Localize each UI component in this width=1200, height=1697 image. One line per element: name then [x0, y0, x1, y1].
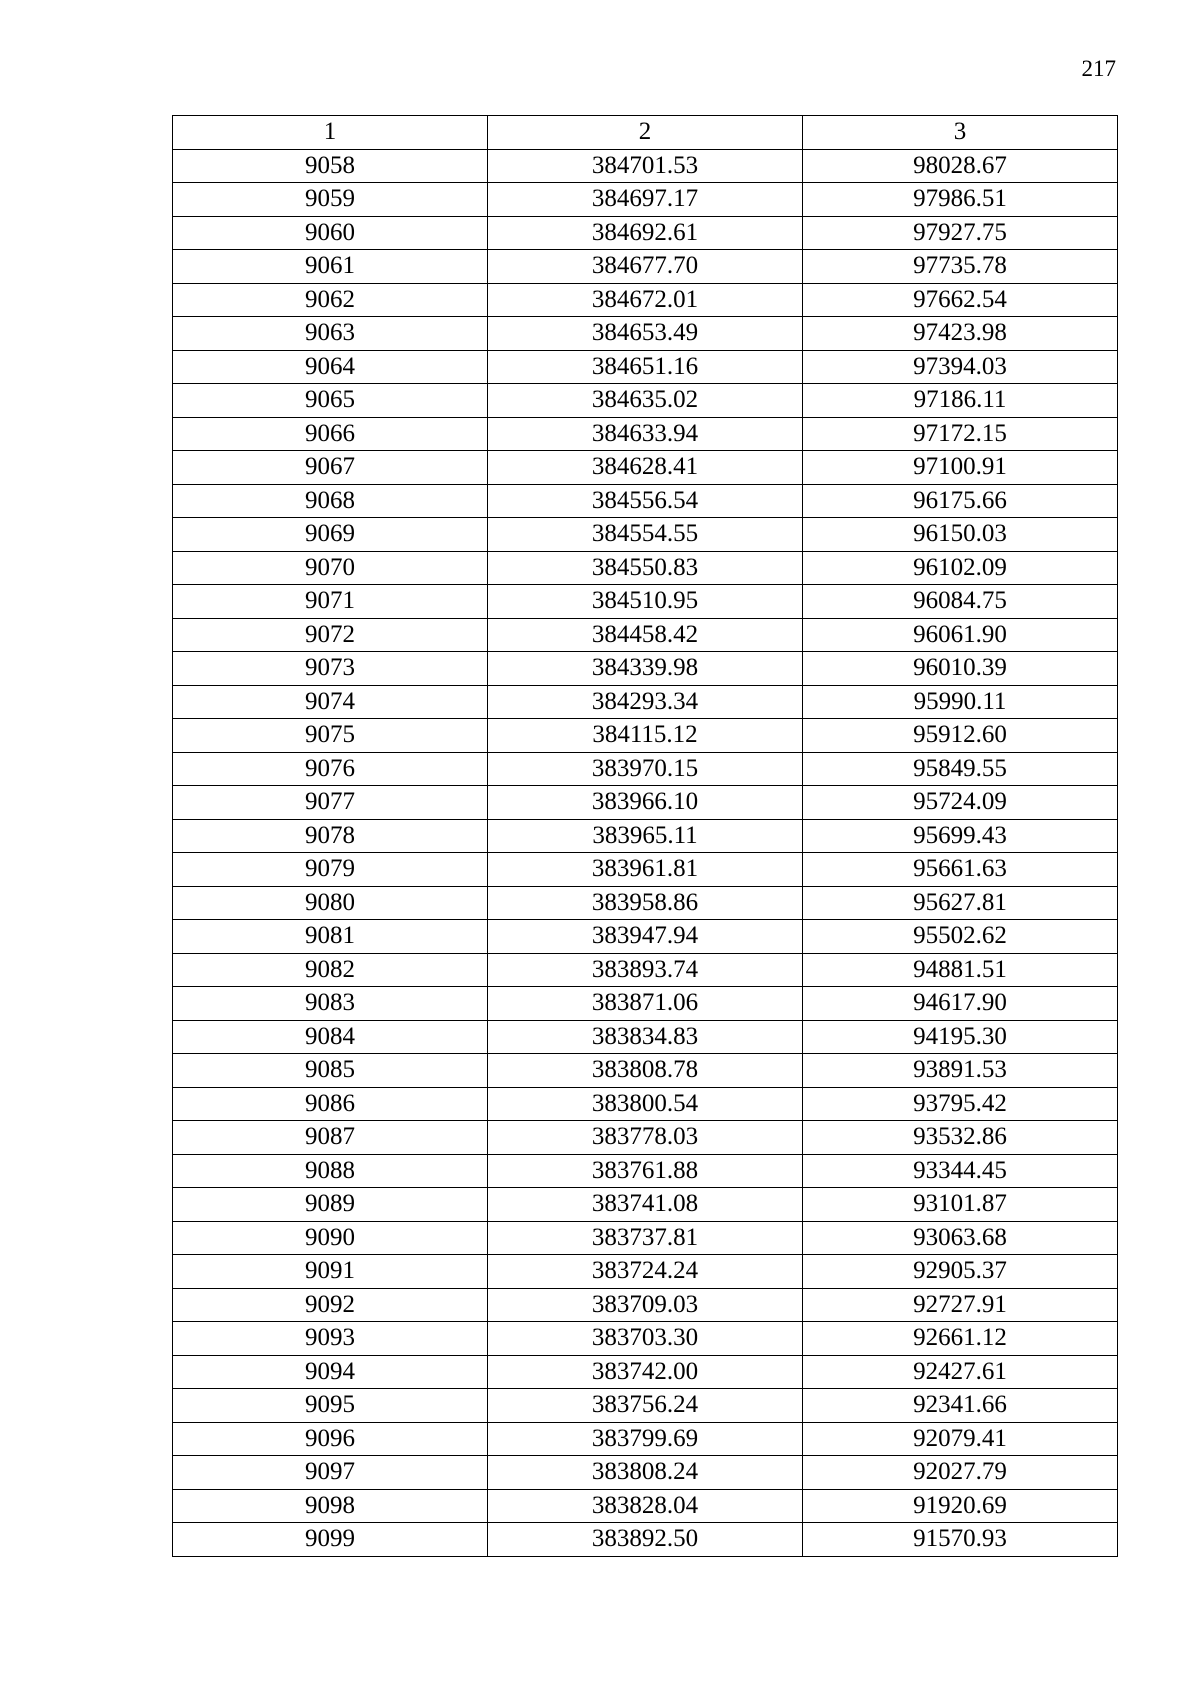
table-row: [173, 317, 1118, 351]
y-coordinate-cell: 97186.11: [803, 384, 1118, 418]
point-number-cell: 9060: [173, 216, 488, 250]
x-coordinate-cell: 383800.54: [488, 1087, 803, 1121]
y-coordinate-cell: 97423.98: [803, 317, 1118, 351]
table-row: [173, 1322, 1118, 1356]
table-row: [173, 451, 1118, 485]
y-coordinate-cell: 97394.03: [803, 350, 1118, 384]
y-coordinate-cell: 98028.67: [803, 149, 1118, 183]
point-number-cell: 9075: [173, 719, 488, 753]
point-number-cell: 9092: [173, 1288, 488, 1322]
point-number-cell: 9095: [173, 1389, 488, 1423]
point-number-cell: 9078: [173, 819, 488, 853]
point-number-cell: 9090: [173, 1221, 488, 1255]
y-coordinate-cell: 97100.91: [803, 451, 1118, 485]
table-row: [173, 1054, 1118, 1088]
y-coordinate-cell: 97735.78: [803, 250, 1118, 284]
x-coordinate-cell: 383756.24: [488, 1389, 803, 1423]
point-number-cell: 9059: [173, 183, 488, 217]
y-coordinate-cell: 93891.53: [803, 1054, 1118, 1088]
x-coordinate-cell: 383742.00: [488, 1355, 803, 1389]
table-row: [173, 1288, 1118, 1322]
x-coordinate-cell: 383709.03: [488, 1288, 803, 1322]
y-coordinate-cell: 93795.42: [803, 1087, 1118, 1121]
point-number-cell: 9096: [173, 1422, 488, 1456]
point-number-cell: 9065: [173, 384, 488, 418]
table-row: [173, 886, 1118, 920]
x-coordinate-cell: 384628.41: [488, 451, 803, 485]
point-number-cell: 9064: [173, 350, 488, 384]
table-row: [173, 551, 1118, 585]
x-coordinate-cell: 384677.70: [488, 250, 803, 284]
point-number-cell: 9084: [173, 1020, 488, 1054]
table-row: [173, 719, 1118, 753]
y-coordinate-cell: 95699.43: [803, 819, 1118, 853]
y-coordinate-cell: 96061.90: [803, 618, 1118, 652]
point-number-cell: 9074: [173, 685, 488, 719]
y-coordinate-cell: 91570.93: [803, 1523, 1118, 1557]
y-coordinate-cell: 97662.54: [803, 283, 1118, 317]
x-coordinate-cell: 384653.49: [488, 317, 803, 351]
point-number-cell: 9077: [173, 786, 488, 820]
x-coordinate-cell: 384633.94: [488, 417, 803, 451]
x-coordinate-cell: 383958.86: [488, 886, 803, 920]
y-coordinate-cell: 93101.87: [803, 1188, 1118, 1222]
y-coordinate-cell: 94617.90: [803, 987, 1118, 1021]
x-coordinate-cell: 384651.16: [488, 350, 803, 384]
y-coordinate-cell: 95849.55: [803, 752, 1118, 786]
table-row: [173, 953, 1118, 987]
x-coordinate-cell: 384692.61: [488, 216, 803, 250]
table-row: [173, 1020, 1118, 1054]
x-coordinate-cell: 384510.95: [488, 585, 803, 619]
point-number-cell: 9067: [173, 451, 488, 485]
y-coordinate-cell: 96102.09: [803, 551, 1118, 585]
point-number-cell: 9071: [173, 585, 488, 619]
x-coordinate-cell: 384556.54: [488, 484, 803, 518]
table-row: [173, 484, 1118, 518]
table-row: [173, 1121, 1118, 1155]
x-coordinate-cell: 383892.50: [488, 1523, 803, 1557]
table-row: [173, 250, 1118, 284]
y-coordinate-cell: 94195.30: [803, 1020, 1118, 1054]
table-row: [173, 786, 1118, 820]
y-coordinate-cell: 92905.37: [803, 1255, 1118, 1289]
x-coordinate-cell: 383808.78: [488, 1054, 803, 1088]
x-coordinate-cell: 383761.88: [488, 1154, 803, 1188]
coordinates-table: [172, 115, 1118, 1557]
x-coordinate-cell: 383828.04: [488, 1489, 803, 1523]
y-coordinate-cell: 95627.81: [803, 886, 1118, 920]
x-coordinate-cell: 384458.42: [488, 618, 803, 652]
point-number-cell: 9063: [173, 317, 488, 351]
y-coordinate-cell: 97172.15: [803, 417, 1118, 451]
table-row: [173, 149, 1118, 183]
table-row: [173, 920, 1118, 954]
x-coordinate-cell: 383961.81: [488, 853, 803, 887]
x-coordinate-cell: 383966.10: [488, 786, 803, 820]
table-row: [173, 987, 1118, 1021]
table-row: [173, 752, 1118, 786]
y-coordinate-cell: 95912.60: [803, 719, 1118, 753]
point-number-cell: 9086: [173, 1087, 488, 1121]
point-number-cell: 9089: [173, 1188, 488, 1222]
table-row: [173, 1087, 1118, 1121]
x-coordinate-cell: 384635.02: [488, 384, 803, 418]
table-row: [173, 819, 1118, 853]
table-row: [173, 1355, 1118, 1389]
table-row: [173, 618, 1118, 652]
table-row: [173, 384, 1118, 418]
table-row: [173, 1389, 1118, 1423]
table-row: [173, 1255, 1118, 1289]
table-row: [173, 1221, 1118, 1255]
table-row: [173, 853, 1118, 887]
x-coordinate-cell: 383737.81: [488, 1221, 803, 1255]
point-number-cell: 9058: [173, 149, 488, 183]
point-number-cell: 9098: [173, 1489, 488, 1523]
y-coordinate-cell: 97986.51: [803, 183, 1118, 217]
y-coordinate-cell: 96150.03: [803, 518, 1118, 552]
point-number-cell: 9091: [173, 1255, 488, 1289]
x-coordinate-cell: 384701.53: [488, 149, 803, 183]
x-coordinate-cell: 384672.01: [488, 283, 803, 317]
x-coordinate-cell: 384293.34: [488, 685, 803, 719]
x-coordinate-cell: 384339.98: [488, 652, 803, 686]
column-header-1: 1: [173, 116, 488, 150]
x-coordinate-cell: 384550.83: [488, 551, 803, 585]
column-header-3: 3: [803, 116, 1118, 150]
y-coordinate-cell: 92427.61: [803, 1355, 1118, 1389]
point-number-cell: 9094: [173, 1355, 488, 1389]
point-number-cell: 9079: [173, 853, 488, 887]
point-number-cell: 9068: [173, 484, 488, 518]
x-coordinate-cell: 383778.03: [488, 1121, 803, 1155]
y-coordinate-cell: 93344.45: [803, 1154, 1118, 1188]
table-row: [173, 183, 1118, 217]
table-row: [173, 1422, 1118, 1456]
table-row: [173, 518, 1118, 552]
y-coordinate-cell: 95502.62: [803, 920, 1118, 954]
x-coordinate-cell: 383965.11: [488, 819, 803, 853]
x-coordinate-cell: 383947.94: [488, 920, 803, 954]
point-number-cell: 9099: [173, 1523, 488, 1557]
x-coordinate-cell: 383871.06: [488, 987, 803, 1021]
table-row: [173, 1188, 1118, 1222]
y-coordinate-cell: 92027.79: [803, 1456, 1118, 1490]
point-number-cell: 9061: [173, 250, 488, 284]
table-row: [173, 216, 1118, 250]
x-coordinate-cell: 383834.83: [488, 1020, 803, 1054]
y-coordinate-cell: 95990.11: [803, 685, 1118, 719]
y-coordinate-cell: 95724.09: [803, 786, 1118, 820]
column-header-2: 2: [488, 116, 803, 150]
table-row: [173, 1456, 1118, 1490]
table-row: [173, 685, 1118, 719]
point-number-cell: 9069: [173, 518, 488, 552]
point-number-cell: 9085: [173, 1054, 488, 1088]
x-coordinate-cell: 383970.15: [488, 752, 803, 786]
point-number-cell: 9083: [173, 987, 488, 1021]
point-number-cell: 9070: [173, 551, 488, 585]
y-coordinate-cell: 94881.51: [803, 953, 1118, 987]
x-coordinate-cell: 383808.24: [488, 1456, 803, 1490]
y-coordinate-cell: 96175.66: [803, 484, 1118, 518]
table-row: [173, 283, 1118, 317]
page-number: 217: [1081, 56, 1116, 81]
point-number-cell: 9097: [173, 1456, 488, 1490]
y-coordinate-cell: 92079.41: [803, 1422, 1118, 1456]
table-header-row: [173, 116, 1118, 150]
point-number-cell: 9066: [173, 417, 488, 451]
point-number-cell: 9082: [173, 953, 488, 987]
y-coordinate-cell: 91920.69: [803, 1489, 1118, 1523]
point-number-cell: 9093: [173, 1322, 488, 1356]
y-coordinate-cell: 92341.66: [803, 1389, 1118, 1423]
y-coordinate-cell: 96010.39: [803, 652, 1118, 686]
table-row: [173, 350, 1118, 384]
table-row: [173, 652, 1118, 686]
table-row: [173, 1154, 1118, 1188]
y-coordinate-cell: 95661.63: [803, 853, 1118, 887]
y-coordinate-cell: 93532.86: [803, 1121, 1118, 1155]
y-coordinate-cell: 97927.75: [803, 216, 1118, 250]
point-number-cell: 9072: [173, 618, 488, 652]
table-row: [173, 1489, 1118, 1523]
point-number-cell: 9081: [173, 920, 488, 954]
x-coordinate-cell: 383724.24: [488, 1255, 803, 1289]
table-body: [173, 149, 1118, 1556]
y-coordinate-cell: 92661.12: [803, 1322, 1118, 1356]
table-header: [173, 116, 1118, 150]
y-coordinate-cell: 92727.91: [803, 1288, 1118, 1322]
table-row: [173, 1523, 1118, 1557]
table-row: [173, 585, 1118, 619]
point-number-cell: 9080: [173, 886, 488, 920]
x-coordinate-cell: 383799.69: [488, 1422, 803, 1456]
table-row: [173, 417, 1118, 451]
x-coordinate-cell: 384554.55: [488, 518, 803, 552]
x-coordinate-cell: 383741.08: [488, 1188, 803, 1222]
y-coordinate-cell: 96084.75: [803, 585, 1118, 619]
point-number-cell: 9062: [173, 283, 488, 317]
x-coordinate-cell: 384697.17: [488, 183, 803, 217]
point-number-cell: 9073: [173, 652, 488, 686]
point-number-cell: 9087: [173, 1121, 488, 1155]
x-coordinate-cell: 383703.30: [488, 1322, 803, 1356]
x-coordinate-cell: 383893.74: [488, 953, 803, 987]
point-number-cell: 9088: [173, 1154, 488, 1188]
y-coordinate-cell: 93063.68: [803, 1221, 1118, 1255]
x-coordinate-cell: 384115.12: [488, 719, 803, 753]
point-number-cell: 9076: [173, 752, 488, 786]
